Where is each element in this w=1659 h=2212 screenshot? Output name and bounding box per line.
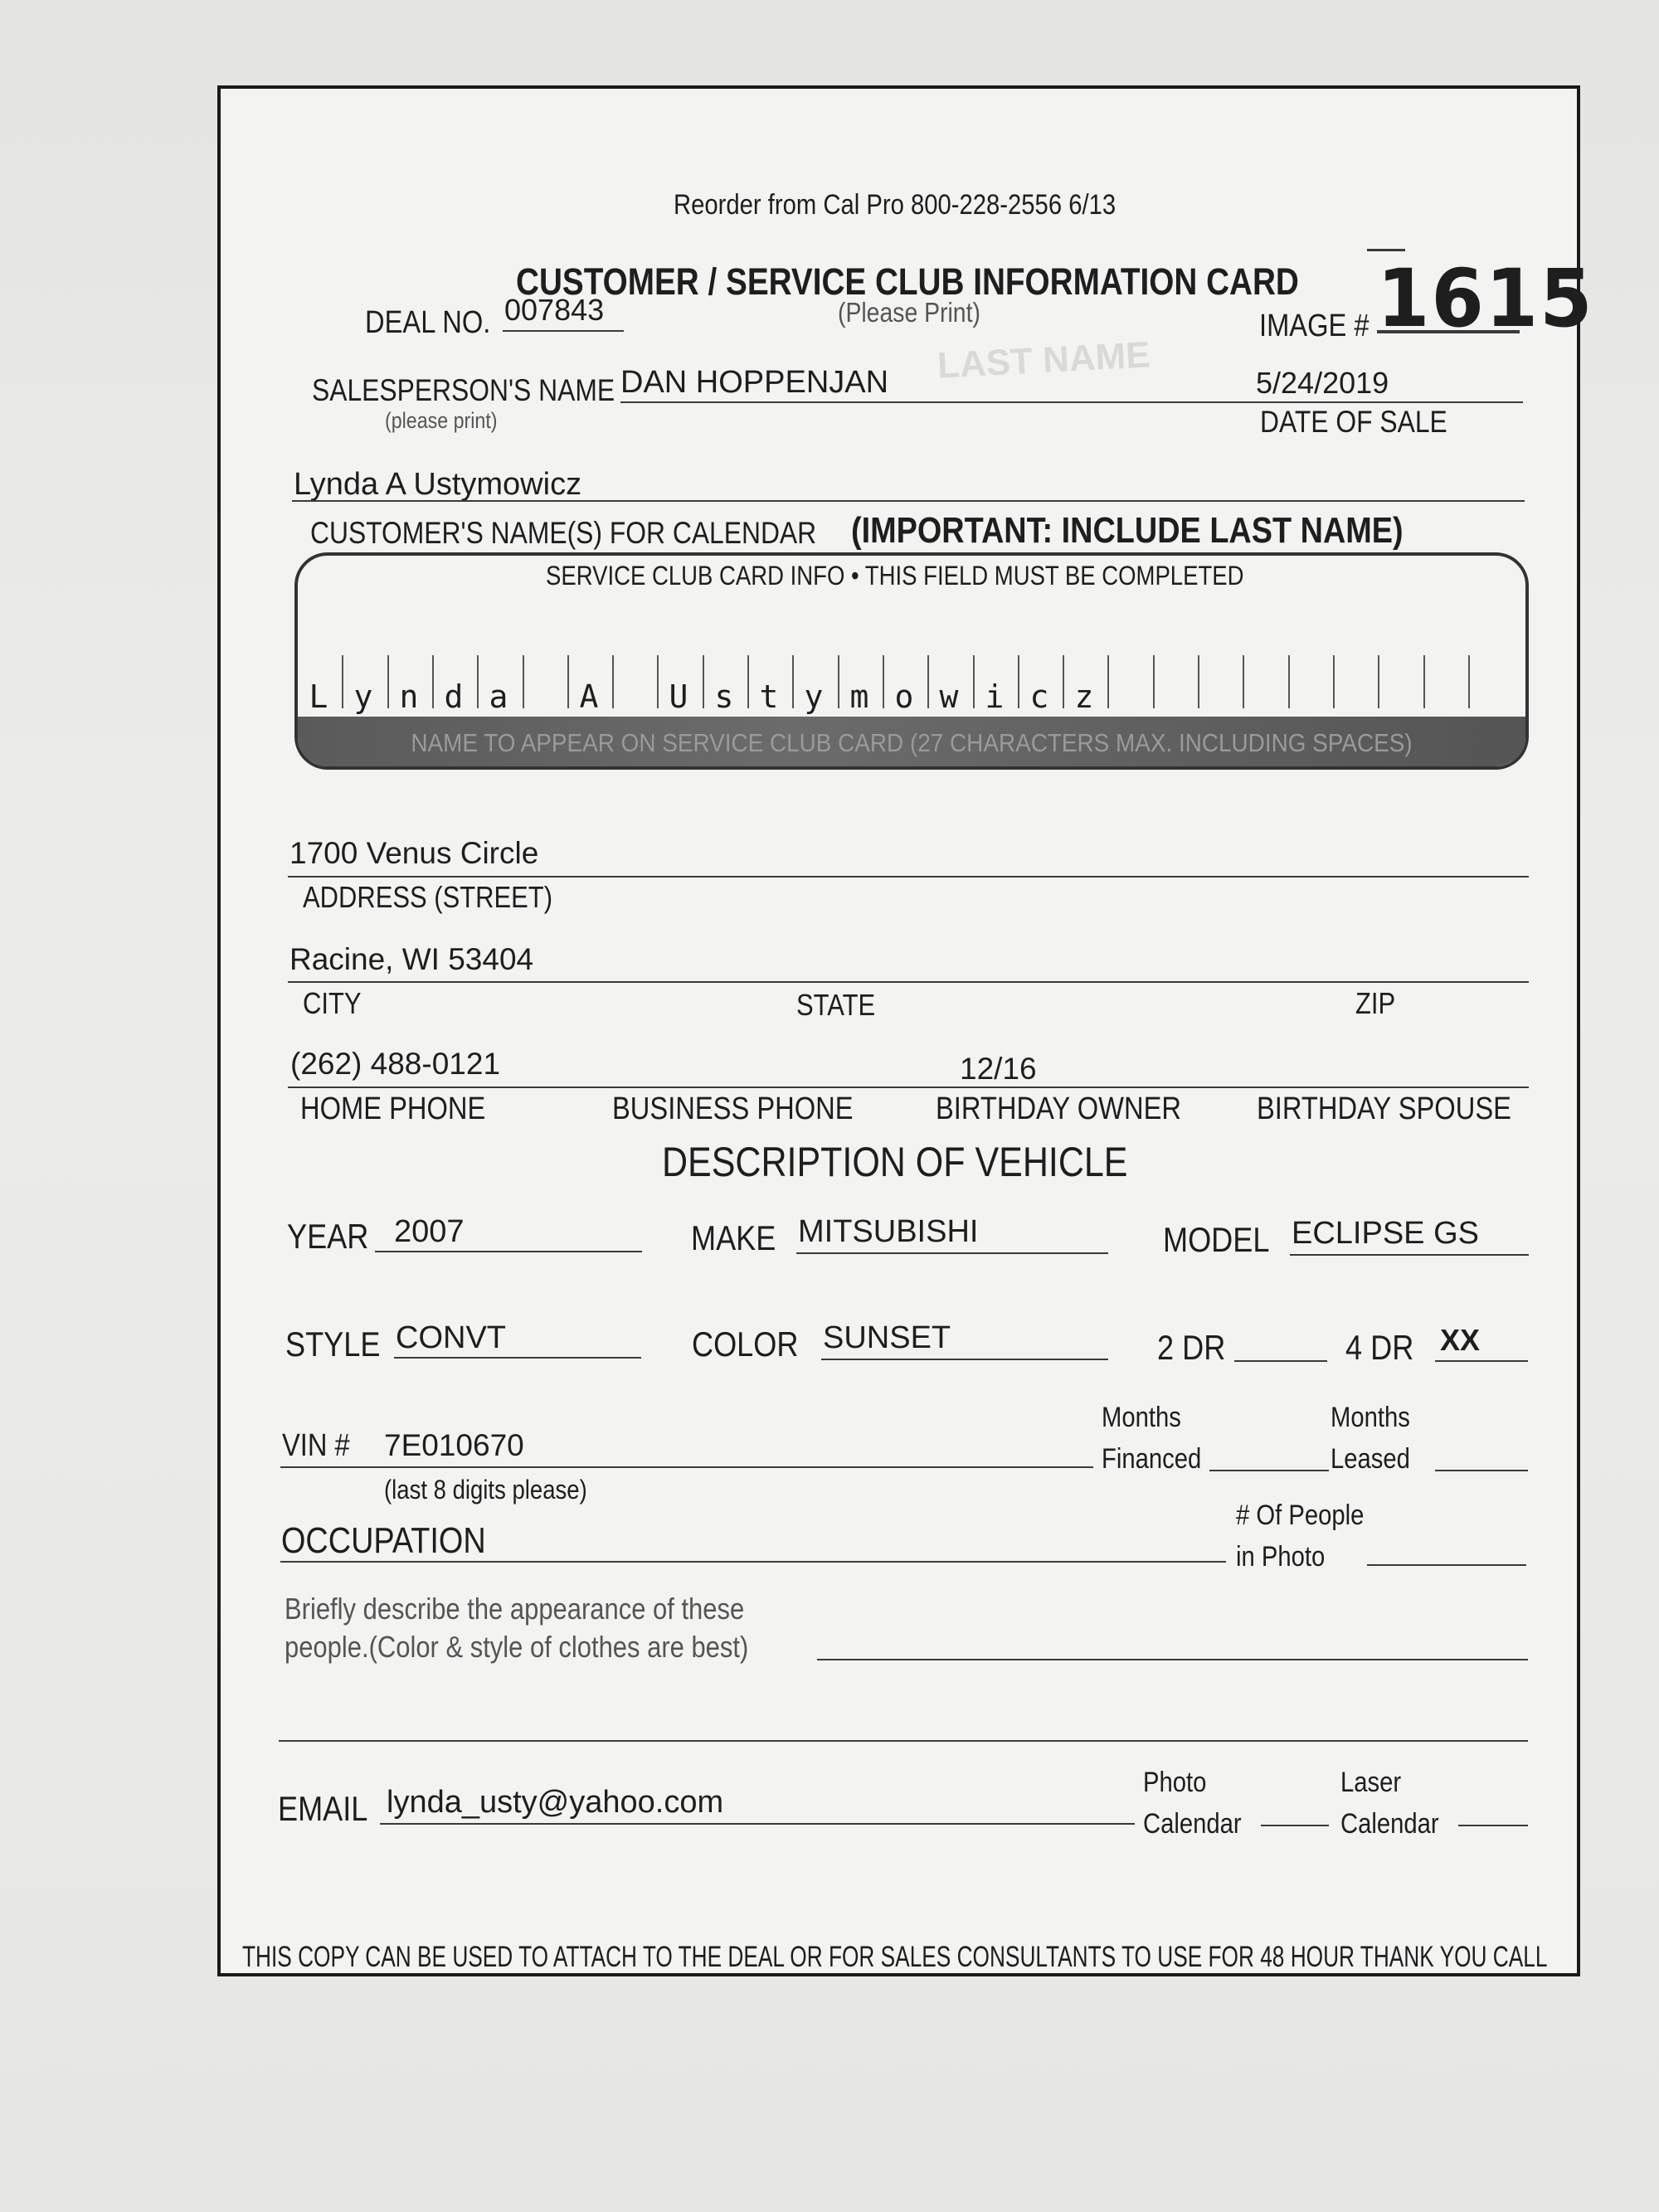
months-leased-bottom: Leased	[1331, 1443, 1410, 1475]
image-line	[1377, 330, 1520, 333]
please-print-note: (Please Print)	[838, 297, 980, 328]
photo-calendar-line	[1261, 1825, 1329, 1826]
customer-name-line	[292, 500, 1525, 502]
laser-calendar-bottom: Calendar	[1340, 1808, 1439, 1840]
service-club-cell-divider	[432, 655, 434, 708]
birthday-owner-value[interactable]: 12/16	[960, 1052, 1037, 1086]
email-label: EMAIL	[278, 1789, 368, 1828]
image-number[interactable]: 1615	[1377, 252, 1594, 345]
home-phone-label: HOME PHONE	[300, 1091, 486, 1126]
service-club-cell-divider	[703, 655, 704, 708]
people-in-photo-bottom: in Photo	[1236, 1541, 1326, 1573]
style-value[interactable]: CONVT	[396, 1320, 506, 1355]
occupation-label: OCCUPATION	[281, 1520, 486, 1561]
color-value[interactable]: SUNSET	[823, 1320, 951, 1355]
service-club-cell-divider	[342, 655, 343, 708]
four-door-label: 4 DR	[1345, 1328, 1414, 1367]
please-print-sublabel: (please print)	[385, 408, 498, 433]
phone-line	[288, 1087, 1529, 1088]
photo-calendar-bottom: Calendar	[1143, 1808, 1242, 1840]
laser-calendar-top: Laser	[1340, 1767, 1402, 1798]
image-overbar	[1367, 249, 1405, 251]
service-club-char-cell: y	[804, 678, 824, 715]
city-state-zip-value[interactable]: Racine, WI 53404	[289, 942, 534, 976]
date-of-sale-value[interactable]: 5/24/2019	[1256, 366, 1389, 400]
photo-calendar-top: Photo	[1143, 1767, 1207, 1798]
service-club-cell-divider	[1378, 655, 1379, 708]
make-value[interactable]: MITSUBISHI	[798, 1214, 979, 1249]
four-door-value[interactable]: XX	[1440, 1323, 1481, 1357]
people-in-photo-line	[1367, 1564, 1526, 1566]
service-club-cell-divider	[1243, 655, 1244, 708]
appearance-prompt-1: Briefly describe the appearance of these	[285, 1592, 745, 1626]
year-line	[375, 1251, 642, 1252]
salesperson-label: SALESPERSON'S NAME	[312, 373, 615, 407]
service-club-char-cell: L	[309, 678, 328, 715]
service-club-char-cell: n	[399, 678, 419, 715]
service-club-cell-divider	[612, 655, 614, 708]
service-club-char-cell: z	[1074, 678, 1094, 715]
two-door-line	[1234, 1360, 1327, 1362]
service-club-cell-divider	[477, 655, 479, 708]
service-club-cell-divider	[1063, 655, 1064, 708]
color-line	[821, 1359, 1108, 1360]
service-club-cell-divider	[747, 655, 749, 708]
service-club-char-cell: s	[714, 678, 734, 715]
service-club-char-cell: c	[1029, 678, 1049, 715]
appearance-line-2	[279, 1740, 1528, 1742]
salesperson-value[interactable]: DAN HOPPENJAN	[620, 365, 889, 400]
service-club-char-cell: t	[759, 678, 779, 715]
style-line	[394, 1357, 641, 1359]
service-club-cell-divider	[523, 655, 524, 708]
birthday-owner-label: BIRTHDAY OWNER	[936, 1091, 1181, 1126]
address-line	[288, 876, 1529, 878]
appearance-prompt-2: people.(Color & style of clothes are best)	[285, 1630, 749, 1664]
service-club-cell-divider	[1333, 655, 1335, 708]
vin-label: VIN #	[282, 1428, 350, 1463]
salesperson-line	[620, 401, 1523, 403]
service-club-cell-divider	[838, 655, 839, 708]
vin-note: (last 8 digits please)	[384, 1475, 587, 1505]
vehicle-heading: DESCRIPTION OF VEHICLE	[662, 1139, 1128, 1185]
service-club-cell-divider	[792, 655, 794, 708]
model-label: MODEL	[1163, 1220, 1270, 1259]
customer-name-label: CUSTOMER'S NAME(S) FOR CALENDAR	[310, 516, 817, 550]
customer-name-value[interactable]: Lynda A Ustymowicz	[294, 467, 582, 502]
vin-value[interactable]: 7E010670	[384, 1428, 524, 1462]
zip-label: ZIP	[1355, 986, 1396, 1020]
service-club-cell-divider	[1423, 655, 1425, 708]
vin-line	[280, 1466, 1093, 1468]
service-club-cell-divider	[1288, 655, 1290, 708]
make-line	[796, 1252, 1108, 1254]
color-label: COLOR	[692, 1325, 799, 1364]
state-label: STATE	[796, 988, 876, 1022]
service-club-char-cell: y	[353, 678, 373, 715]
model-line	[1290, 1254, 1529, 1256]
four-door-line	[1435, 1360, 1528, 1362]
city-line	[288, 981, 1529, 983]
service-club-footer: NAME TO APPEAR ON SERVICE CLUB CARD (27 CHARACTERS MAX. INCLUDING SPACES)	[411, 728, 1413, 757]
business-phone-label: BUSINESS PHONE	[612, 1091, 854, 1126]
service-club-char-cell: U	[669, 678, 688, 715]
deal-no-value[interactable]: 007843	[504, 293, 605, 327]
card-title: CUSTOMER / SERVICE CLUB INFORMATION CARD	[516, 260, 1299, 303]
occupation-line	[280, 1561, 1226, 1563]
address-value[interactable]: 1700 Venus Circle	[289, 836, 539, 870]
important-note: (IMPORTANT: INCLUDE LAST NAME)	[851, 510, 1404, 551]
make-label: MAKE	[691, 1218, 776, 1257]
service-club-cell-divider	[927, 655, 929, 708]
birthday-spouse-label: BIRTHDAY SPOUSE	[1257, 1091, 1511, 1126]
months-leased-top: Months	[1331, 1402, 1410, 1433]
deal-no-line	[503, 330, 624, 332]
appearance-line-1	[817, 1659, 1528, 1660]
home-phone-value[interactable]: (262) 488-0121	[290, 1047, 501, 1081]
service-club-cell-divider	[567, 655, 569, 708]
city-label: CITY	[303, 986, 362, 1020]
bleed-through-text: LAST NAME	[936, 334, 1151, 386]
reorder-line: Reorder from Cal Pro 800-228-2556 6/13	[674, 189, 1117, 221]
laser-calendar-line	[1458, 1825, 1528, 1826]
service-club-char-cell: i	[985, 678, 1005, 715]
style-label: STYLE	[285, 1325, 381, 1364]
service-club-cell-divider	[973, 655, 975, 708]
image-label: IMAGE #	[1259, 309, 1370, 343]
service-club-cell-divider	[1018, 655, 1019, 708]
service-club-char-cell: a	[489, 678, 508, 715]
service-club-cell-divider	[1153, 655, 1155, 708]
service-club-cell-divider	[657, 655, 659, 708]
service-club-footer-band	[298, 717, 1525, 766]
service-club-cell-divider	[1468, 655, 1470, 708]
address-label: ADDRESS (STREET)	[303, 880, 553, 914]
months-financed-top: Months	[1102, 1402, 1181, 1433]
service-club-char-cell: d	[444, 678, 464, 715]
months-leased-line	[1435, 1470, 1528, 1471]
two-door-label: 2 DR	[1157, 1328, 1226, 1367]
year-value[interactable]: 2007	[394, 1214, 465, 1249]
service-club-cell-divider	[387, 655, 389, 708]
service-club-char-cell: m	[849, 678, 869, 715]
date-of-sale-label: DATE OF SALE	[1260, 405, 1447, 439]
months-financed-bottom: Financed	[1102, 1443, 1202, 1475]
months-financed-line	[1209, 1470, 1329, 1471]
email-value[interactable]: lynda_usty@yahoo.com	[387, 1785, 724, 1820]
service-club-cell-divider	[1198, 655, 1199, 708]
card-footer: THIS COPY CAN BE USED TO ATTACH TO THE DEAL OR FOR SALES CONSULTANTS TO USE FOR 48 HOUR THANK YOU CALL	[242, 1941, 1548, 1973]
service-club-header: SERVICE CLUB CARD INFO • THIS FIELD MUST BE COMPLETED	[546, 561, 1244, 591]
email-line	[380, 1823, 1135, 1825]
service-club-cell-divider	[1107, 655, 1109, 708]
service-club-char-cell: o	[894, 678, 914, 715]
people-in-photo-top: # Of People	[1236, 1500, 1365, 1531]
service-club-char-cell: w	[939, 678, 959, 715]
deal-no-label: DEAL NO.	[365, 305, 491, 340]
service-club-cell-divider	[883, 655, 884, 708]
service-club-char-cell: A	[579, 678, 599, 715]
model-value[interactable]: ECLIPSE GS	[1292, 1216, 1479, 1251]
year-label: YEAR	[287, 1217, 369, 1256]
